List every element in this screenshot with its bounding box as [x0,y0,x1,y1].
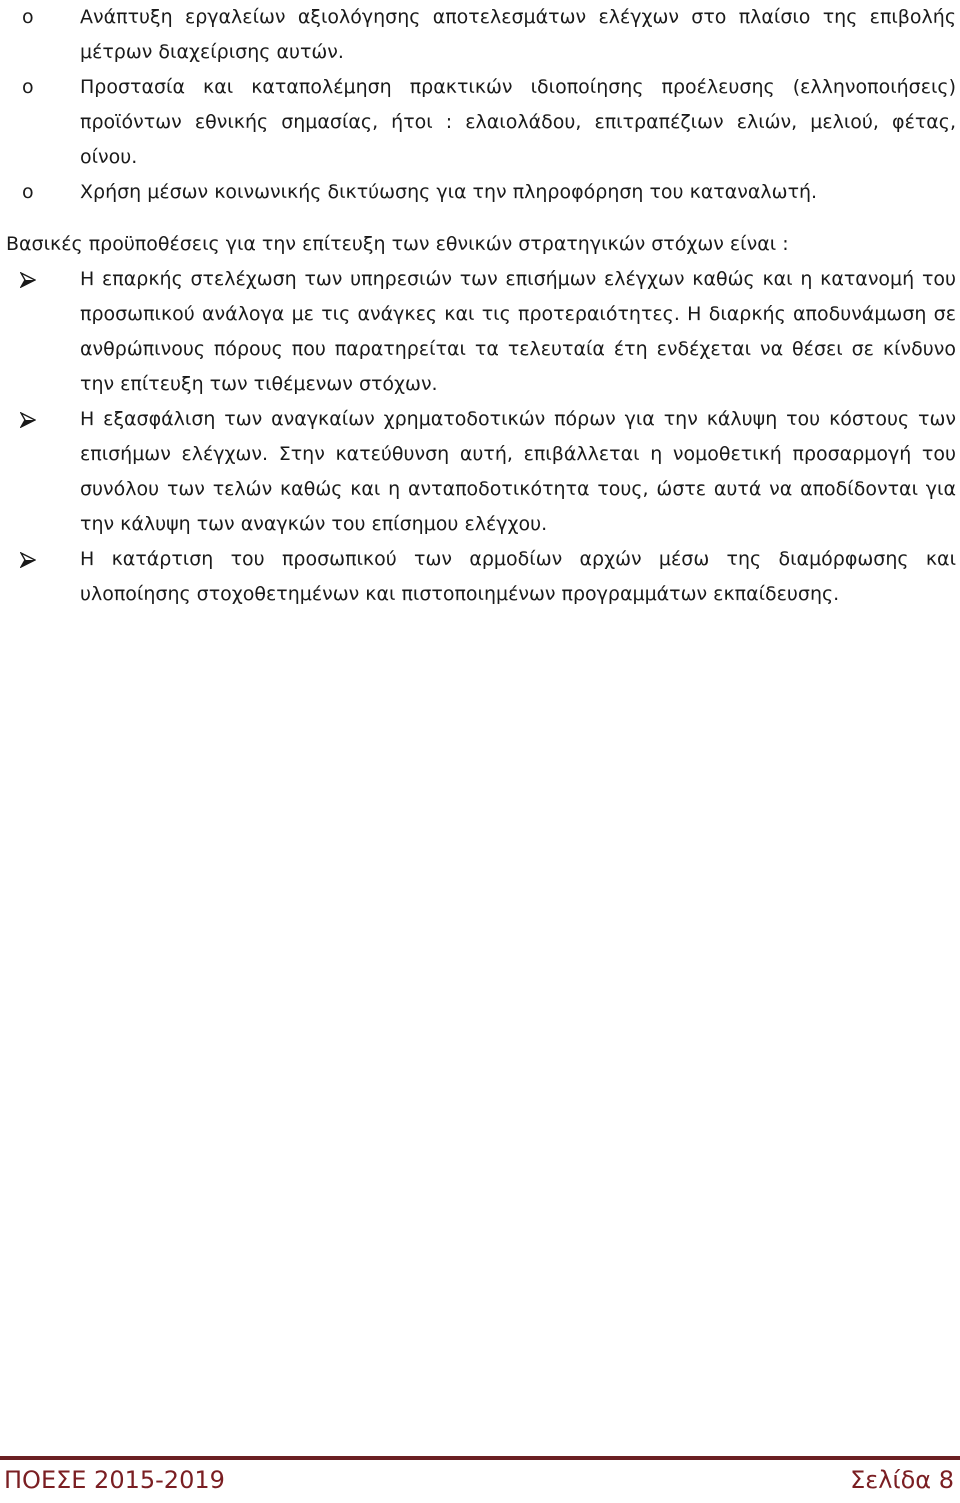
list-item [80,542,956,612]
document-body [6,0,956,612]
list-item [80,402,956,542]
list-item-text: Προστασία και καταπολέμηση πρακτικών ιδιοποίησης προέλευσης (ελληνοποιήσεις) προϊόντων εθνικής σημασίας, ήτοι : ελαιολάδου, επιτραπέζιων ελιών, μελιού, φέτας, οίνου. [80,76,956,168]
list-item [80,262,956,402]
arrowhead-bullet-icon [20,412,36,428]
list-item-text: Η κατάρτιση του προσωπικού των αρμοδίων αρχών μέσω της διαμόρφωσης και υλοποίησης στοχοθετημένων και πιστοποιημένων προγραμμάτων εκπαίδευσης. [80,548,956,605]
page-footer [0,1456,960,1503]
list-item [22,0,956,70]
footer-divider [0,1456,960,1460]
arrowhead-bullet-icon [20,552,36,568]
circle-bullet-list [6,0,956,210]
list-item-text: Ανάπτυξη εργαλείων αξιολόγησης αποτελεσμάτων ελέγχων στο πλαίσιο της επιβολής μέτρων διαχείρισης αυτών. [80,6,956,63]
circle-bullet-icon: o [22,181,34,203]
footer-page-number: Σελίδα 8 [850,1466,954,1494]
list-item [22,175,956,210]
list-item-text: Χρήση μέσων κοινωνικής δικτύωσης για την πληροφόρηση του καταναλωτή. [80,181,818,203]
arrowhead-bullet-icon [20,272,36,288]
intro-paragraph: Βασικές προϋποθέσεις για την επίτευξη των εθνικών στρατηγικών στόχων είναι : [6,233,789,255]
list-item-text: Η εξασφάλιση των αναγκαίων χρηματοδοτικών πόρων για την κάλυψη του κόστους των επισήμων ελέγχων. Στην κατεύθυνση αυτή, επιβάλλεται η νομοθετική προσαρμογή του συνόλου των τελών καθώς και η ανταποδοτικότητα τους, ώστε αυτά να αποδίδονται για την κάλυψη των αναγκών του επίσημου ελέγχου. [80,408,956,535]
circle-bullet-icon: o [22,6,34,28]
arrow-bullet-list [6,262,956,612]
list-item-text: Η επαρκής στελέχωση των υπηρεσιών των επισήμων ελέγχων καθώς και η κατανομή του προσωπικού ανάλογα με τις ανάγκες και τις προτεραιότητες. Η διαρκής αποδυνάμωση σε ανθρώπινους πόρους που παρατηρείται τα τελευταία έτη ενδέχεται να θέσει σε κίνδυνο την επίτευξη των τιθέμενων στόχων. [80,268,956,395]
list-item [22,70,956,175]
circle-bullet-icon: o [22,76,34,98]
footer-document-title: ΠΟΕΣΕ 2015-2019 [4,1466,225,1494]
